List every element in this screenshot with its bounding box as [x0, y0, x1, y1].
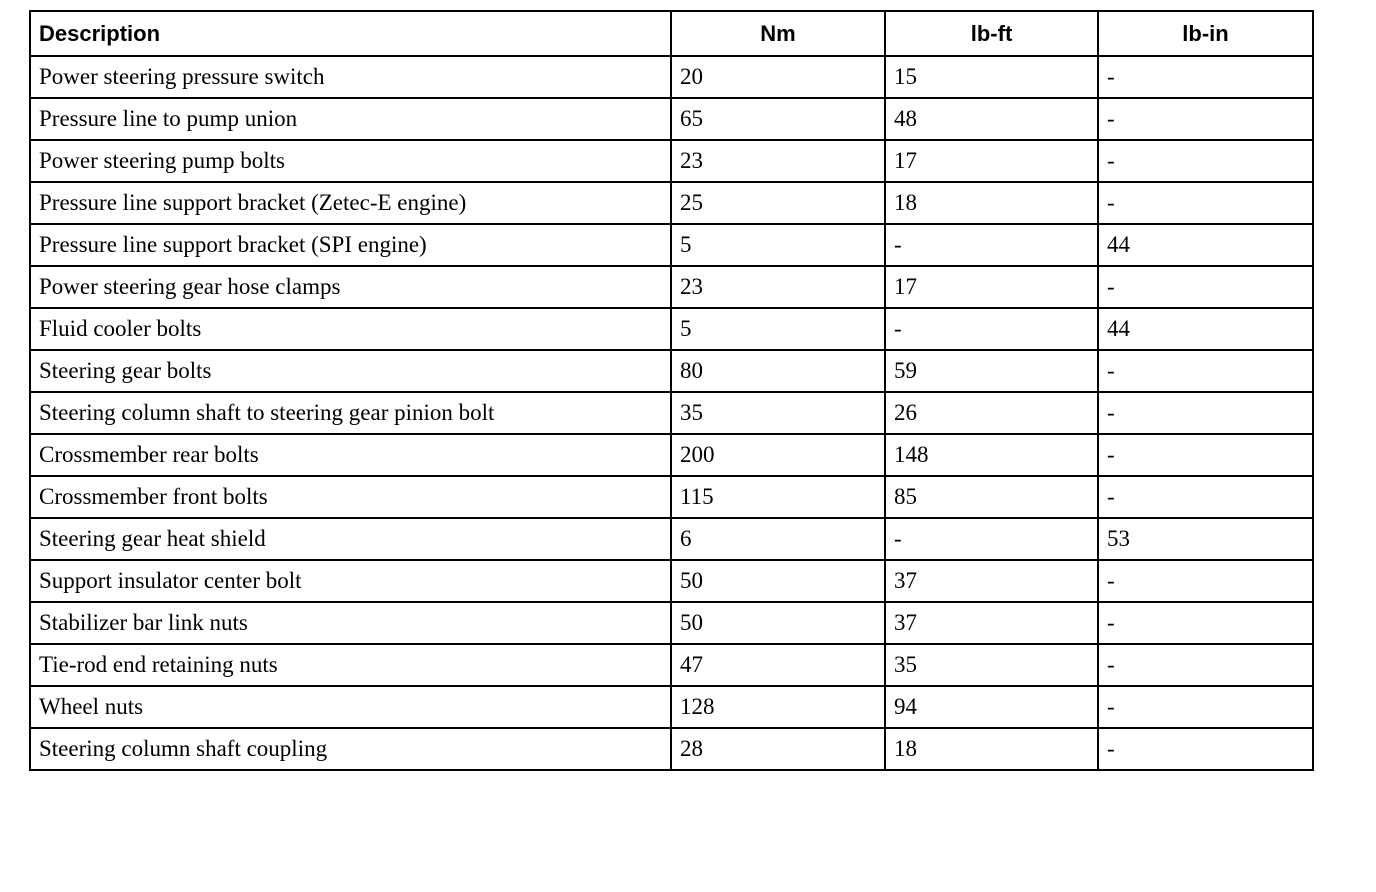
cell-lb-in: 44 [1098, 308, 1313, 350]
cell-description: Wheel nuts [30, 686, 671, 728]
cell-lb-ft: 148 [885, 434, 1098, 476]
cell-lb-in: - [1098, 434, 1313, 476]
table-row [30, 350, 1313, 392]
cell-description: Power steering pump bolts [30, 140, 671, 182]
table-row [30, 98, 1313, 140]
cell-nm: 65 [671, 98, 885, 140]
cell-lb-in: - [1098, 560, 1313, 602]
header-description: Description [30, 11, 671, 56]
cell-lb-ft: 85 [885, 476, 1098, 518]
cell-nm: 50 [671, 602, 885, 644]
cell-lb-ft: 17 [885, 140, 1098, 182]
cell-nm: 35 [671, 392, 885, 434]
table-row [30, 686, 1313, 728]
cell-lb-ft: 18 [885, 728, 1098, 770]
cell-nm: 128 [671, 686, 885, 728]
cell-description: Fluid cooler bolts [30, 308, 671, 350]
cell-lb-in: - [1098, 350, 1313, 392]
cell-lb-ft: 37 [885, 602, 1098, 644]
cell-nm: 25 [671, 182, 885, 224]
cell-description: Crossmember rear bolts [30, 434, 671, 476]
table-row [30, 266, 1313, 308]
cell-lb-ft: - [885, 518, 1098, 560]
cell-lb-ft: 48 [885, 98, 1098, 140]
table-row [30, 308, 1313, 350]
cell-lb-ft: 17 [885, 266, 1098, 308]
header-nm: Nm [671, 11, 885, 56]
cell-lb-in: 44 [1098, 224, 1313, 266]
cell-lb-ft: 18 [885, 182, 1098, 224]
cell-nm: 20 [671, 56, 885, 98]
cell-lb-in: - [1098, 266, 1313, 308]
cell-lb-ft: - [885, 308, 1098, 350]
cell-lb-in: - [1098, 140, 1313, 182]
cell-description: Steering gear bolts [30, 350, 671, 392]
cell-nm: 23 [671, 140, 885, 182]
table-row [30, 602, 1313, 644]
cell-lb-ft: 26 [885, 392, 1098, 434]
cell-lb-in: - [1098, 728, 1313, 770]
table-row [30, 560, 1313, 602]
cell-description: Pressure line support bracket (Zetec-E engine) [30, 182, 671, 224]
table-row [30, 644, 1313, 686]
table-row [30, 728, 1313, 770]
cell-lb-in: - [1098, 182, 1313, 224]
cell-description: Pressure line to pump union [30, 98, 671, 140]
cell-description: Support insulator center bolt [30, 560, 671, 602]
cell-lb-ft: 94 [885, 686, 1098, 728]
table-row [30, 56, 1313, 98]
cell-lb-in: 53 [1098, 518, 1313, 560]
cell-lb-in: - [1098, 392, 1313, 434]
cell-nm: 200 [671, 434, 885, 476]
table-row [30, 182, 1313, 224]
cell-lb-in: - [1098, 56, 1313, 98]
cell-lb-ft: 15 [885, 56, 1098, 98]
cell-nm: 5 [671, 308, 885, 350]
cell-description: Crossmember front bolts [30, 476, 671, 518]
table-header-row [30, 11, 1313, 56]
cell-description: Stabilizer bar link nuts [30, 602, 671, 644]
cell-description: Tie-rod end retaining nuts [30, 644, 671, 686]
cell-lb-ft: 59 [885, 350, 1098, 392]
clipped-heading [31, 0, 37, 2]
cell-description: Power steering pressure switch [30, 56, 671, 98]
torque-spec-table [29, 10, 1314, 771]
cell-lb-in: - [1098, 476, 1313, 518]
cell-nm: 28 [671, 728, 885, 770]
cell-description: Steering column shaft to steering gear pinion bolt [30, 392, 671, 434]
cell-lb-in: - [1098, 686, 1313, 728]
cell-lb-in: - [1098, 98, 1313, 140]
table-row [30, 140, 1313, 182]
cell-description: Steering gear heat shield [30, 518, 671, 560]
table-row [30, 518, 1313, 560]
table-row [30, 476, 1313, 518]
cell-nm: 115 [671, 476, 885, 518]
cell-lb-in: - [1098, 602, 1313, 644]
cell-nm: 6 [671, 518, 885, 560]
header-lb-in: lb-in [1098, 11, 1313, 56]
cell-lb-ft: 37 [885, 560, 1098, 602]
cell-nm: 50 [671, 560, 885, 602]
cell-lb-in: - [1098, 644, 1313, 686]
cell-nm: 23 [671, 266, 885, 308]
cell-description: Pressure line support bracket (SPI engine) [30, 224, 671, 266]
table-row [30, 434, 1313, 476]
cell-nm: 5 [671, 224, 885, 266]
cell-lb-ft: 35 [885, 644, 1098, 686]
cell-description: Power steering gear hose clamps [30, 266, 671, 308]
cell-nm: 47 [671, 644, 885, 686]
header-lb-ft: lb-ft [885, 11, 1098, 56]
table-row [30, 392, 1313, 434]
cell-lb-ft: - [885, 224, 1098, 266]
cell-nm: 80 [671, 350, 885, 392]
table-row [30, 224, 1313, 266]
cell-description: Steering column shaft coupling [30, 728, 671, 770]
